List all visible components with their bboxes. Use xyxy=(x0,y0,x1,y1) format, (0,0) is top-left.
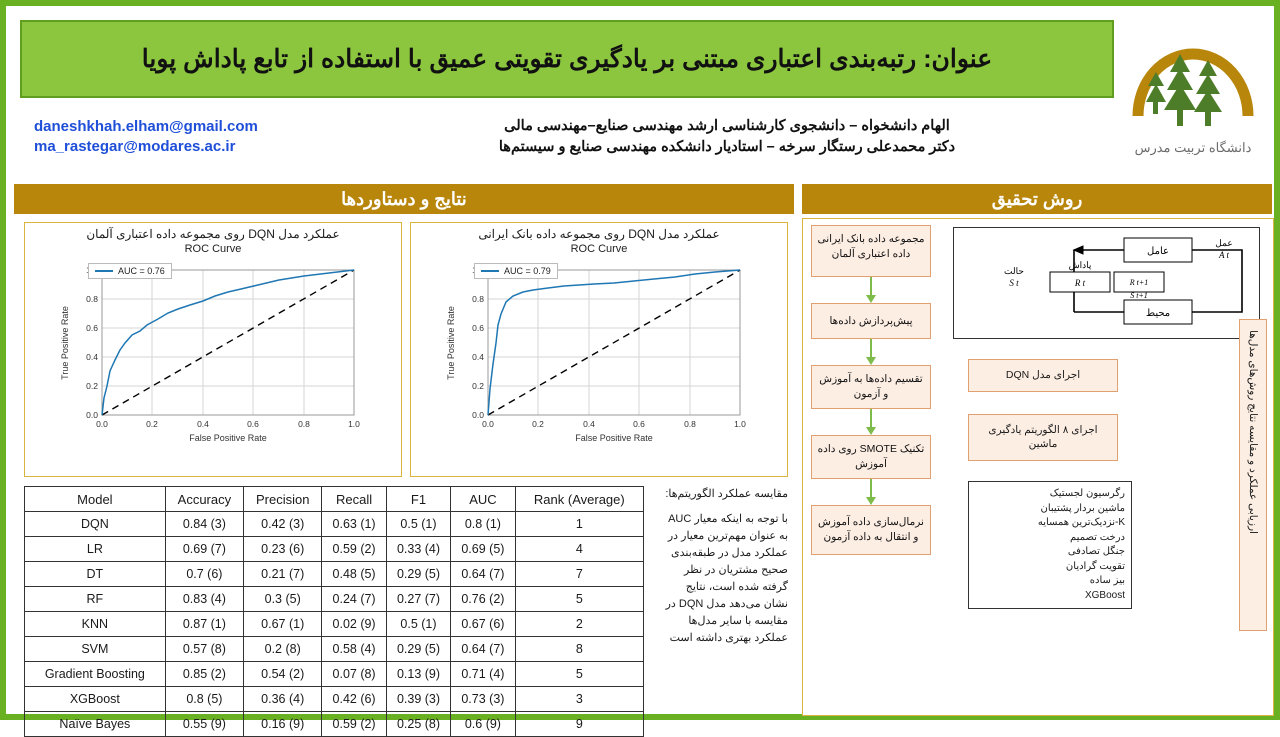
charts-row xyxy=(24,222,788,477)
cell-recall: 0.59 (2) xyxy=(322,712,386,737)
legend-line-swatch xyxy=(95,270,113,272)
page-title: عنوان: رتبه‌بندی اعتباری مبتنی بر یادگیری تقویتی عمیق با استفاده از تابع پاداش پویا xyxy=(141,45,993,73)
cell-precision: 0.23 (6) xyxy=(244,537,322,562)
flow-step-datasets: مجموعه داده بانک ایرانی داده اعتباری آلمان xyxy=(811,225,931,277)
results-note xyxy=(664,486,788,647)
chart-iranian-ytick-4: 0.8 xyxy=(472,294,484,304)
cell-recall: 0.42 (6) xyxy=(322,687,386,712)
authors-list xyxy=(364,116,1110,158)
chart-iranian-ytick-0: 0.0 xyxy=(472,410,484,420)
chart-iranian-legend xyxy=(474,263,558,279)
university-logo xyxy=(1118,16,1268,172)
banner-method-label: روش تحقیق xyxy=(991,188,1083,209)
model-gradient-boosting: تقویت گرادیان xyxy=(1065,560,1125,572)
flow-connector xyxy=(870,277,872,295)
flow-arrow-icon xyxy=(866,497,876,505)
cell-auc: 0.76 (2) xyxy=(451,587,515,612)
author-student: الهام دانشخواه – دانشجوی کارشناسی ارشد مهندسی صنایع–مهندسی مالی xyxy=(504,117,950,134)
svg-text:S t: S t xyxy=(1009,278,1019,288)
cell-model: LR xyxy=(25,537,166,562)
svg-text:عامل: عامل xyxy=(1147,246,1169,257)
flow-arrow-icon xyxy=(866,295,876,303)
chart-iranian-plot xyxy=(440,257,758,447)
cell-model: DT xyxy=(25,562,166,587)
col-recall: Recall xyxy=(322,487,386,512)
authors-bar xyxy=(20,108,1110,166)
svg-text:R t: R t xyxy=(1074,278,1086,288)
cell-recall: 0.07 (8) xyxy=(322,662,386,687)
flow-step-smote: تکنیک SMOTE روی داده آموزش xyxy=(811,435,931,479)
table-row xyxy=(25,587,644,612)
cell-accuracy: 0.55 (9) xyxy=(165,712,243,737)
model-xgboost: XGBoost xyxy=(1084,589,1125,601)
cell-precision: 0.67 (1) xyxy=(244,612,322,637)
flow-arrow-icon xyxy=(866,357,876,365)
title-bar xyxy=(20,20,1114,98)
cell-rank: 7 xyxy=(515,562,643,587)
results-note-body: با توجه به اینکه معیار AUC به عنوان مهم‌ترین معیار در عملکرد مدل در طبقه‌بندی صحیح مشتریان در نظر گرفته شده است، نتایج نشان می‌دهد مدل DQN در مقایسه با سایر مدل‌ها عملکرد بهتری داشته است xyxy=(665,513,788,645)
cell-model: KNN xyxy=(25,612,166,637)
cell-auc: 0.64 (7) xyxy=(451,637,515,662)
chart-iranian-xtick-1: 0.2 xyxy=(532,419,544,429)
cell-f1: 0.29 (5) xyxy=(386,637,450,662)
cell-precision: 0.3 (5) xyxy=(244,587,322,612)
model-logistic-regression: رگرسیون لجستیک xyxy=(1049,488,1125,499)
table-row xyxy=(25,562,644,587)
cell-accuracy: 0.69 (7) xyxy=(165,537,243,562)
chart-german-xtick-2: 0.4 xyxy=(197,419,209,429)
cell-recall: 0.63 (1) xyxy=(322,512,386,537)
cell-f1: 0.27 (7) xyxy=(386,587,450,612)
cell-model: Naïve Bayes xyxy=(25,712,166,737)
svg-text:عمل: عمل xyxy=(1215,238,1233,248)
flow-step-normalize: نرمال‌سازی داده آموزش و انتقال به داده آزمون xyxy=(811,505,931,555)
table-row xyxy=(25,712,644,737)
flow-connector xyxy=(870,339,872,357)
cell-model: RF xyxy=(25,587,166,612)
chart-german-xtick-1: 0.2 xyxy=(146,419,158,429)
cell-recall: 0.48 (5) xyxy=(322,562,386,587)
table-row xyxy=(25,637,644,662)
cell-accuracy: 0.84 (3) xyxy=(165,512,243,537)
chart-german-title: ROC Curve xyxy=(184,243,242,255)
chart-german-ytick-3: 0.6 xyxy=(86,323,98,333)
table-row xyxy=(25,662,644,687)
cell-rank: 9 xyxy=(515,712,643,737)
table-row xyxy=(25,512,644,537)
chart-german-ytick-0: 0.0 xyxy=(86,410,98,420)
cell-rank: 2 xyxy=(515,612,643,637)
chart-german-ytick-4: 0.8 xyxy=(86,294,98,304)
cell-f1: 0.13 (9) xyxy=(386,662,450,687)
chart-iranian-xtick-0: 0.0 xyxy=(482,419,494,429)
chart-iranian-xtick-2: 0.4 xyxy=(583,419,595,429)
chart-german-ytick-1: 0.2 xyxy=(86,381,98,391)
section-banner-method xyxy=(802,184,1272,214)
method-model-column xyxy=(968,359,1118,461)
chart-german-ylabel: True Positive Rate xyxy=(60,306,70,380)
model-decision-tree: درخت تصمیم xyxy=(1070,531,1125,543)
email-secondary[interactable]: ma_rastegar@modares.ac.ir xyxy=(34,138,236,155)
rl-diagram xyxy=(953,227,1260,339)
svg-text:دانشگاه تربیت مدرس: دانشگاه تربیت مدرس xyxy=(1134,140,1252,155)
col-model: Model xyxy=(25,487,166,512)
cell-accuracy: 0.57 (8) xyxy=(165,637,243,662)
cell-auc: 0.73 (3) xyxy=(451,687,515,712)
chart-iranian-xtick-5: 1.0 xyxy=(734,419,746,429)
method-run-ml: اجرای ۸ الگوریتم یادگیری ماشین xyxy=(968,414,1118,461)
section-banner-results xyxy=(14,184,794,214)
flow-step-preprocess: پیش‌پردازش داده‌ها xyxy=(811,303,931,339)
flow-step-split: تقسیم داده‌ها به آموزش و آزمون xyxy=(811,365,931,409)
chart-iranian-title: ROC Curve xyxy=(570,243,628,255)
method-run-dqn: اجرای مدل DQN xyxy=(968,359,1118,392)
cell-auc: 0.69 (5) xyxy=(451,537,515,562)
cell-rank: 4 xyxy=(515,537,643,562)
cell-precision: 0.54 (2) xyxy=(244,662,322,687)
chart-german xyxy=(24,222,402,477)
cell-accuracy: 0.83 (4) xyxy=(165,587,243,612)
chart-iranian-ytick-2: 0.4 xyxy=(472,352,484,362)
cell-f1: 0.39 (3) xyxy=(386,687,450,712)
table-header-row xyxy=(25,487,644,512)
cell-recall: 0.58 (4) xyxy=(322,637,386,662)
chart-iranian xyxy=(410,222,788,477)
cell-auc: 0.71 (4) xyxy=(451,662,515,687)
chart-iranian-caption: عملکرد مدل DQN روی مجموعه داده بانک ایرانی xyxy=(478,227,720,241)
results-table-wrapper xyxy=(24,486,788,737)
chart-german-xtick-5: 1.0 xyxy=(348,419,360,429)
table-row xyxy=(25,612,644,637)
model-random-forest: جنگل تصادفی xyxy=(1067,546,1125,557)
method-evaluation-label: ارزیابی عملکرد و مقایسه نتایج روش‌های مدل‌ها xyxy=(1247,330,1259,534)
cell-accuracy: 0.7 (6) xyxy=(165,562,243,587)
svg-text:R t+1: R t+1 xyxy=(1129,278,1149,287)
chart-iranian-xtick-4: 0.8 xyxy=(684,419,696,429)
chart-iranian-legend-label: AUC = 0.79 xyxy=(504,266,551,276)
cell-precision: 0.16 (9) xyxy=(244,712,322,737)
cell-auc: 0.8 (1) xyxy=(451,512,515,537)
col-f1: F1 xyxy=(386,487,450,512)
chart-iranian-ytick-3: 0.6 xyxy=(472,323,484,333)
flow-arrow-icon xyxy=(866,427,876,435)
cell-precision: 0.2 (8) xyxy=(244,637,322,662)
cell-recall: 0.24 (7) xyxy=(322,587,386,612)
col-rank: Rank (Average) xyxy=(515,487,643,512)
method-model-list xyxy=(968,481,1132,609)
cell-precision: 0.36 (4) xyxy=(244,687,322,712)
cell-f1: 0.5 (1) xyxy=(386,512,450,537)
cell-f1: 0.5 (1) xyxy=(386,612,450,637)
cell-f1: 0.33 (4) xyxy=(386,537,450,562)
svg-text:پاداش: پاداش xyxy=(1068,260,1092,270)
chart-german-legend xyxy=(88,263,172,279)
chart-iranian-xtick-3: 0.6 xyxy=(633,419,645,429)
results-note-title: مقایسه عملکرد الگوریتم‌ها: xyxy=(665,488,788,500)
cell-model: SVM xyxy=(25,637,166,662)
cell-auc: 0.6 (9) xyxy=(451,712,515,737)
cell-auc: 0.64 (7) xyxy=(451,562,515,587)
method-section xyxy=(802,218,1274,716)
svg-text:S t+1: S t+1 xyxy=(1130,291,1148,300)
cell-rank: 1 xyxy=(515,512,643,537)
method-flow-column xyxy=(811,225,931,555)
cell-rank: 8 xyxy=(515,637,643,662)
legend-line-swatch xyxy=(481,270,499,272)
cell-rank: 3 xyxy=(515,687,643,712)
cell-precision: 0.21 (7) xyxy=(244,562,322,587)
email-primary[interactable]: daneshkhah.elham@gmail.com xyxy=(34,117,258,135)
cell-model: Gradient Boosting xyxy=(25,662,166,687)
col-precision: Precision xyxy=(244,487,322,512)
chart-german-xtick-0: 0.0 xyxy=(96,419,108,429)
cell-f1: 0.29 (5) xyxy=(386,562,450,587)
cell-recall: 0.59 (2) xyxy=(322,537,386,562)
author-supervisor: دکتر محمدعلی رستگار سرخه – استادیار دانشکده مهندسی صنایع و سیستم‌ها xyxy=(498,139,956,155)
chart-iranian-xlabel: False Positive Rate xyxy=(575,433,653,443)
banner-results-label: نتایج و دستاوردها xyxy=(341,188,467,209)
svg-text:حالت: حالت xyxy=(1004,266,1024,276)
chart-german-plot xyxy=(54,257,372,447)
flow-connector xyxy=(870,409,872,427)
comparison-table xyxy=(24,486,644,737)
method-evaluation-sidebar xyxy=(1239,319,1267,631)
table-row xyxy=(25,537,644,562)
model-knn: K-نزدیک‌ترین همسایه xyxy=(1037,517,1125,528)
cell-model: XGBoost xyxy=(25,687,166,712)
flow-connector xyxy=(870,479,872,497)
chart-iranian-ylabel: True Positive Rate xyxy=(446,306,456,380)
chart-german-ytick-2: 0.4 xyxy=(86,352,98,362)
cell-accuracy: 0.87 (1) xyxy=(165,612,243,637)
cell-accuracy: 0.85 (2) xyxy=(165,662,243,687)
cell-precision: 0.42 (3) xyxy=(244,512,322,537)
svg-text:A t: A t xyxy=(1218,250,1230,260)
cell-rank: 5 xyxy=(515,587,643,612)
table-row xyxy=(25,687,644,712)
chart-iranian-ytick-1: 0.2 xyxy=(472,381,484,391)
svg-text:محیط: محیط xyxy=(1145,308,1171,319)
cell-auc: 0.67 (6) xyxy=(451,612,515,637)
results-section xyxy=(14,218,794,731)
cell-recall: 0.02 (9) xyxy=(322,612,386,637)
col-accuracy: Accuracy xyxy=(165,487,243,512)
model-naive-bayes: بیز ساده xyxy=(1089,575,1125,586)
university-logo-icon xyxy=(1118,16,1268,172)
cell-rank: 5 xyxy=(515,662,643,687)
cell-model: DQN xyxy=(25,512,166,537)
chart-german-xtick-3: 0.6 xyxy=(247,419,259,429)
chart-german-caption: عملکرد مدل DQN روی مجموعه داده اعتباری آلمان xyxy=(86,227,340,241)
poster-header xyxy=(12,12,1280,180)
col-auc: AUC xyxy=(451,487,515,512)
chart-german-legend-label: AUC = 0.76 xyxy=(118,266,165,276)
chart-german-xlabel: False Positive Rate xyxy=(189,433,267,443)
cell-f1: 0.25 (8) xyxy=(386,712,450,737)
model-svm: ماشین بردار پشتیبان xyxy=(1040,502,1125,514)
cell-accuracy: 0.8 (5) xyxy=(165,687,243,712)
chart-german-xtick-4: 0.8 xyxy=(298,419,310,429)
contact-emails xyxy=(20,117,364,158)
